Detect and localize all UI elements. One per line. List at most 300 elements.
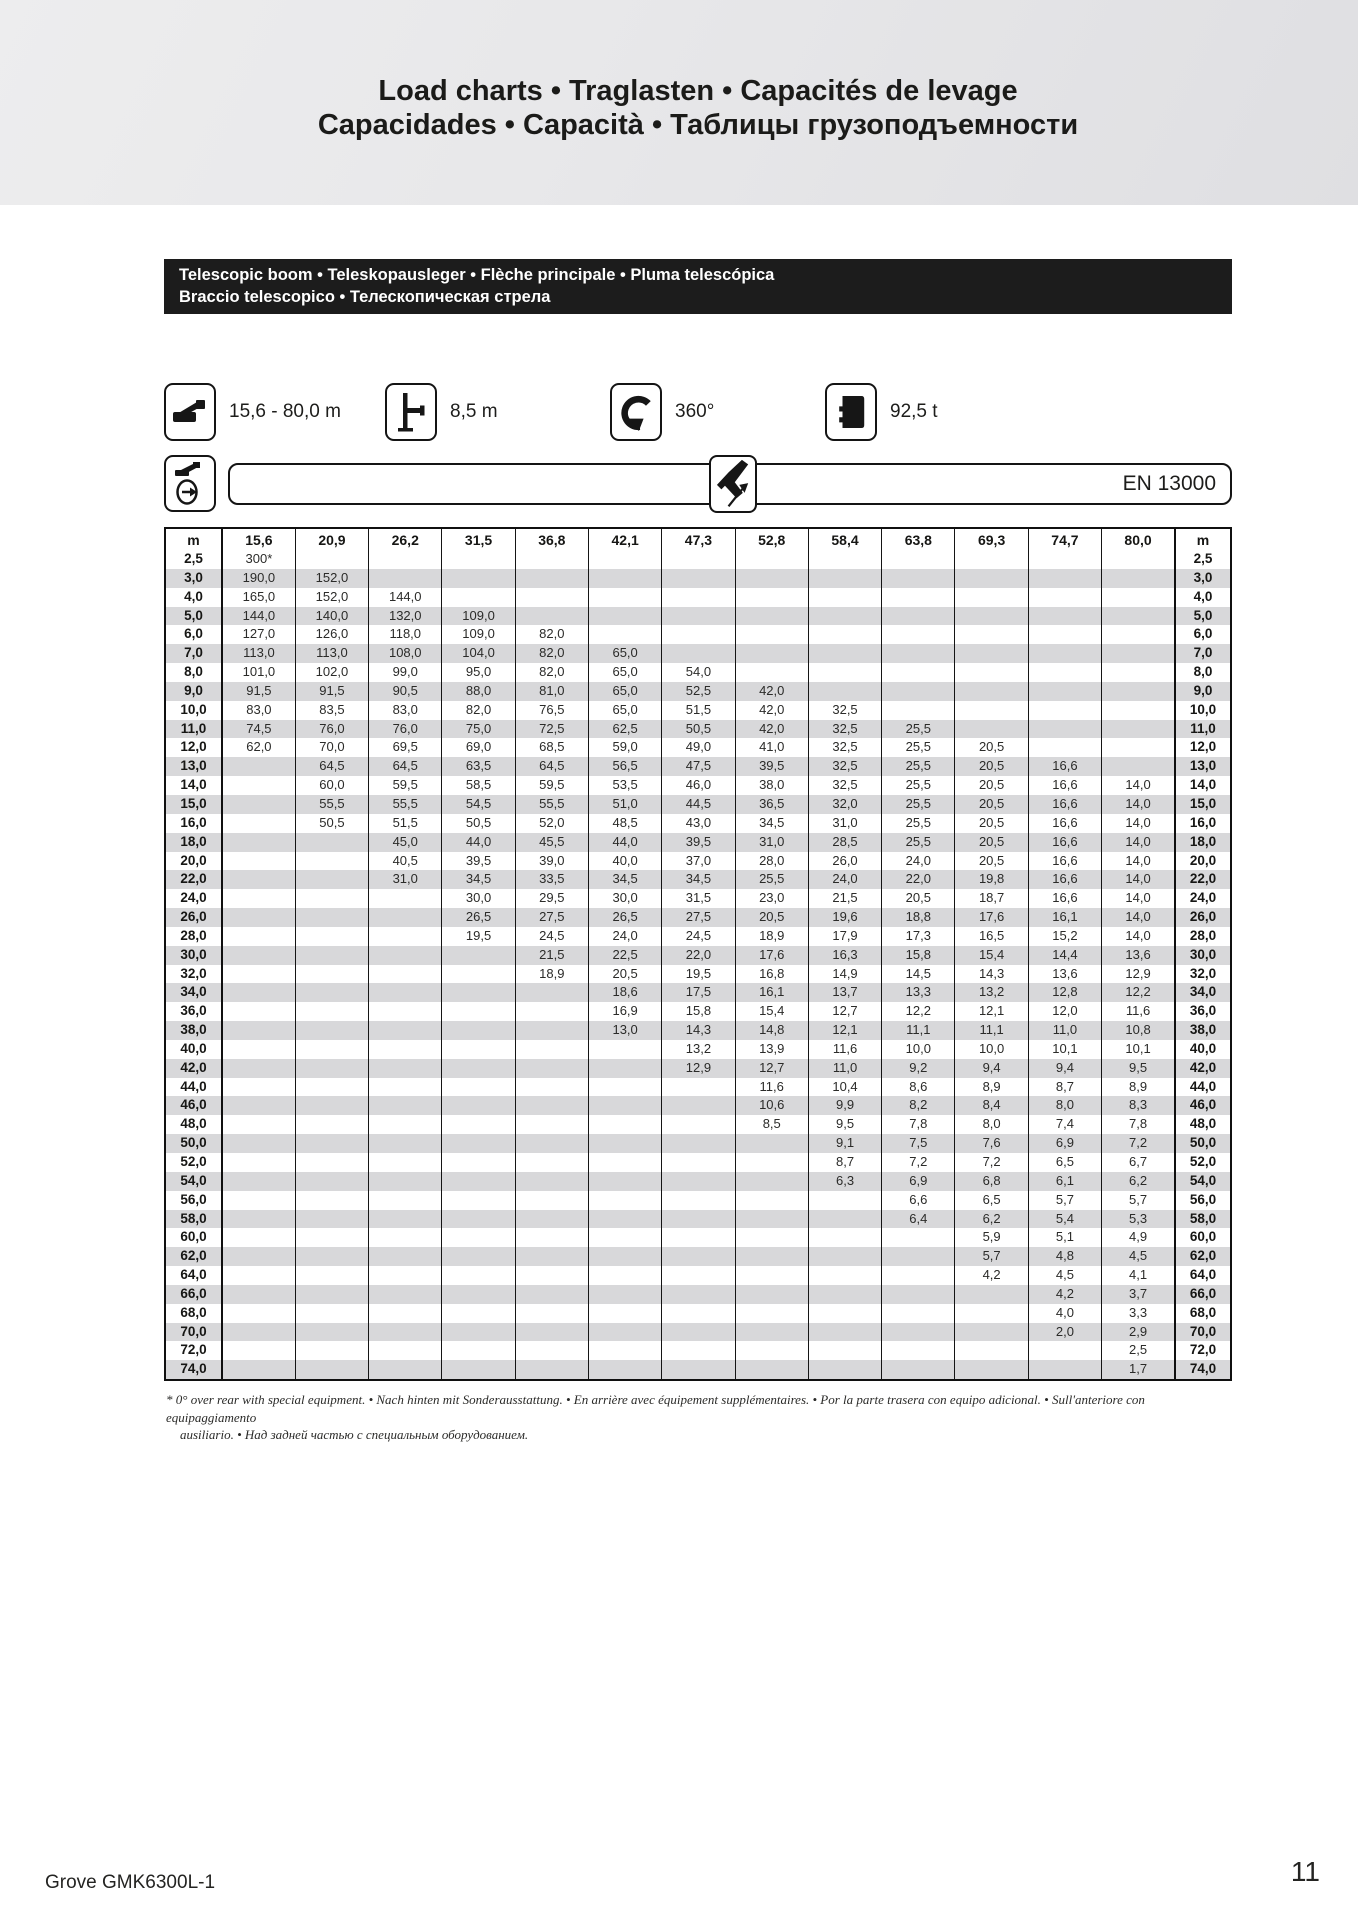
radius-cell-left: 36,0 (165, 1002, 222, 1021)
load-cell: 91,5 (222, 682, 295, 701)
footnote-line2: ausiliario. • Над задней частью с специальным оборудованием. (180, 1427, 529, 1442)
radius-cell-left: 68,0 (165, 1304, 222, 1323)
page-title (164, 74, 1232, 142)
load-cell (222, 1323, 295, 1342)
load-cell: 9,4 (1028, 1059, 1101, 1078)
load-cell (515, 1115, 588, 1134)
load-cell (1028, 569, 1101, 588)
load-cell (222, 927, 295, 946)
load-cell (1028, 701, 1101, 720)
table-row (165, 814, 1231, 833)
outrigger-span-value: 8,5 m (450, 401, 498, 422)
load-cell: 20,5 (955, 738, 1028, 757)
load-cell: 4,2 (1028, 1285, 1101, 1304)
load-cell (662, 1078, 735, 1097)
radius-cell-left: 34,0 (165, 983, 222, 1002)
radius-cell-right: 42,0 (1175, 1059, 1231, 1078)
load-cell (882, 1247, 955, 1266)
load-cell: 118,0 (369, 625, 442, 644)
load-cell: 20,5 (955, 852, 1028, 871)
table-row (165, 1266, 1231, 1285)
load-cell: 113,0 (295, 644, 368, 663)
load-cell: 15,2 (1028, 927, 1101, 946)
load-cell: 24,0 (588, 927, 661, 946)
load-cell (662, 1153, 735, 1172)
load-cell: 13,0 (588, 1021, 661, 1040)
radius-cell-right: 56,0 (1175, 1191, 1231, 1210)
load-cell (662, 569, 735, 588)
load-cell (222, 1228, 295, 1247)
load-cell: 53,5 (588, 776, 661, 795)
boom-length-header: 31,5 (442, 528, 515, 550)
load-cell: 17,3 (882, 927, 955, 946)
boom-length-header: 20,9 (295, 528, 368, 550)
load-cell (808, 663, 881, 682)
section-header-line1: Telescopic boom • Teleskopausleger • Flèche principale • Pluma telescópica (179, 266, 775, 284)
load-cell (442, 965, 515, 984)
table-row (165, 852, 1231, 871)
load-cell: 8,0 (1028, 1096, 1101, 1115)
load-cell (1102, 720, 1175, 739)
load-chart-table-body (165, 550, 1231, 1380)
load-cell: 59,5 (369, 776, 442, 795)
load-cell: 152,0 (295, 588, 368, 607)
load-cell (1028, 625, 1101, 644)
load-cell: 45,0 (369, 833, 442, 852)
table-row (165, 720, 1231, 739)
load-cell (369, 1304, 442, 1323)
load-cell: 26,5 (442, 908, 515, 927)
load-cell (588, 1304, 661, 1323)
load-cell (442, 1134, 515, 1153)
load-cell: 6,2 (1102, 1172, 1175, 1191)
load-cell: 10,0 (882, 1040, 955, 1059)
radius-cell-right: 52,0 (1175, 1153, 1231, 1172)
load-cell: 31,0 (808, 814, 881, 833)
radius-cell-right: 8,0 (1175, 663, 1231, 682)
standard-row (164, 455, 1232, 513)
load-cell: 34,5 (662, 870, 735, 889)
load-cell: 25,5 (882, 720, 955, 739)
radius-cell-right: 26,0 (1175, 908, 1231, 927)
radius-cell-right: 74,0 (1175, 1360, 1231, 1380)
load-cell (222, 965, 295, 984)
load-cell (955, 1304, 1028, 1323)
load-cell (882, 607, 955, 626)
load-cell (369, 550, 442, 569)
load-cell (295, 1266, 368, 1285)
load-cell: 13,2 (955, 983, 1028, 1002)
load-cell: 44,5 (662, 795, 735, 814)
load-cell (588, 1191, 661, 1210)
load-cell: 25,5 (882, 738, 955, 757)
load-cell (295, 927, 368, 946)
load-cell: 3,7 (1102, 1285, 1175, 1304)
radius-cell-right: 66,0 (1175, 1285, 1231, 1304)
load-cell (808, 550, 881, 569)
load-cell (515, 1266, 588, 1285)
load-cell: 72,5 (515, 720, 588, 739)
load-cell: 1,7 (1102, 1360, 1175, 1380)
load-cell: 109,0 (442, 625, 515, 644)
load-cell: 6,5 (955, 1191, 1028, 1210)
load-cell (1028, 738, 1101, 757)
load-cell: 8,9 (955, 1078, 1028, 1097)
load-cell (662, 1247, 735, 1266)
load-cell: 54,5 (442, 795, 515, 814)
load-cell (882, 588, 955, 607)
load-cell (808, 1191, 881, 1210)
load-cell (442, 1247, 515, 1266)
load-cell: 20,5 (955, 814, 1028, 833)
load-cell: 83,5 (295, 701, 368, 720)
table-row (165, 1078, 1231, 1097)
load-cell (882, 682, 955, 701)
table-row (165, 1172, 1231, 1191)
load-cell (442, 1002, 515, 1021)
load-cell: 16,6 (1028, 870, 1101, 889)
load-cell: 27,5 (515, 908, 588, 927)
radius-cell-right: 22,0 (1175, 870, 1231, 889)
outrigger-span-icon (385, 383, 437, 441)
load-cell (295, 1002, 368, 1021)
load-cell (222, 795, 295, 814)
load-cell (662, 1172, 735, 1191)
load-cell (735, 1247, 808, 1266)
load-cell: 16,6 (1028, 889, 1101, 908)
load-cell (369, 1153, 442, 1172)
radius-cell-right: 10,0 (1175, 701, 1231, 720)
load-cell: 65,0 (588, 682, 661, 701)
load-cell (1028, 607, 1101, 626)
load-cell (222, 870, 295, 889)
radius-cell-right: 13,0 (1175, 757, 1231, 776)
load-cell: 10,6 (735, 1096, 808, 1115)
load-cell (369, 965, 442, 984)
load-cell: 24,0 (808, 870, 881, 889)
load-cell: 9,2 (882, 1059, 955, 1078)
boom-length-header: 26,2 (369, 528, 442, 550)
load-cell: 17,6 (735, 946, 808, 965)
load-cell (515, 1360, 588, 1380)
load-cell: 54,0 (662, 663, 735, 682)
load-cell (442, 983, 515, 1002)
load-cell (515, 1172, 588, 1191)
load-cell (369, 1078, 442, 1097)
load-cell: 51,5 (369, 814, 442, 833)
load-cell: 28,5 (808, 833, 881, 852)
load-cell (955, 1323, 1028, 1342)
load-cell: 144,0 (369, 588, 442, 607)
load-cell (1102, 682, 1175, 701)
radius-cell-right: 48,0 (1175, 1115, 1231, 1134)
load-cell: 2,9 (1102, 1323, 1175, 1342)
load-cell (808, 1285, 881, 1304)
load-cell: 40,0 (588, 852, 661, 871)
load-cell (295, 1153, 368, 1172)
load-cell: 6,9 (1028, 1134, 1101, 1153)
load-cell: 9,5 (1102, 1059, 1175, 1078)
load-cell (222, 1360, 295, 1380)
load-cell (882, 1304, 955, 1323)
load-cell: 68,5 (515, 738, 588, 757)
load-cell (515, 1002, 588, 1021)
boom-length-header: 58,4 (808, 528, 881, 550)
load-cell (808, 1304, 881, 1323)
load-cell: 83,0 (369, 701, 442, 720)
radius-unit-header-left: m (165, 528, 222, 550)
load-cell: 49,0 (662, 738, 735, 757)
load-cell: 82,0 (515, 625, 588, 644)
load-cell: 14,3 (955, 965, 1028, 984)
load-cell: 48,5 (588, 814, 661, 833)
load-cell: 27,5 (662, 908, 735, 927)
load-cell: 34,5 (588, 870, 661, 889)
load-cell (295, 1304, 368, 1323)
load-cell: 31,0 (735, 833, 808, 852)
footer-page-number: 11 (1290, 1856, 1320, 1887)
load-cell (369, 889, 442, 908)
load-cell: 300* (222, 550, 295, 569)
load-cell (369, 927, 442, 946)
load-cell (222, 757, 295, 776)
load-cell (735, 1266, 808, 1285)
load-cell (955, 569, 1028, 588)
load-cell: 34,5 (735, 814, 808, 833)
load-cell (515, 1078, 588, 1097)
load-cell (515, 569, 588, 588)
load-cell (222, 1059, 295, 1078)
table-row (165, 625, 1231, 644)
load-cell: 16,5 (955, 927, 1028, 946)
load-cell (295, 1059, 368, 1078)
load-cell: 8,4 (955, 1096, 1028, 1115)
load-cell (222, 1153, 295, 1172)
load-cell (588, 588, 661, 607)
boom-length-icon (164, 383, 216, 441)
table-row (165, 1134, 1231, 1153)
table-row (165, 965, 1231, 984)
load-cell: 4,8 (1028, 1247, 1101, 1266)
load-cell (515, 550, 588, 569)
load-cell (808, 1323, 881, 1342)
load-cell (295, 1285, 368, 1304)
load-cell (1102, 588, 1175, 607)
load-cell (295, 1040, 368, 1059)
load-cell: 12,8 (1028, 983, 1101, 1002)
load-cell (882, 644, 955, 663)
load-cell (369, 1115, 442, 1134)
radius-cell-left: 14,0 (165, 776, 222, 795)
table-row (165, 550, 1231, 569)
load-cell: 82,0 (515, 663, 588, 682)
load-cell (515, 1228, 588, 1247)
load-cell: 60,0 (295, 776, 368, 795)
radius-cell-right: 44,0 (1175, 1078, 1231, 1097)
radius-cell-right: 32,0 (1175, 965, 1231, 984)
load-cell (369, 1040, 442, 1059)
load-cell (442, 1040, 515, 1059)
load-cell: 11,0 (808, 1059, 881, 1078)
load-cell: 32,5 (808, 738, 881, 757)
table-row (165, 569, 1231, 588)
load-cell (515, 1134, 588, 1153)
load-cell: 7,8 (882, 1115, 955, 1134)
load-cell: 9,4 (955, 1059, 1028, 1078)
load-cell: 82,0 (442, 701, 515, 720)
load-cell (662, 1115, 735, 1134)
load-cell (222, 1285, 295, 1304)
table-row (165, 1247, 1231, 1266)
radius-cell-left: 3,0 (165, 569, 222, 588)
load-cell: 14,0 (1102, 795, 1175, 814)
load-cell (882, 550, 955, 569)
load-cell: 76,0 (369, 720, 442, 739)
load-cell (808, 607, 881, 626)
load-cell (808, 625, 881, 644)
load-cell (588, 569, 661, 588)
radius-cell-right: 2,5 (1175, 550, 1231, 569)
radius-cell-left: 54,0 (165, 1172, 222, 1191)
load-cell: 14,5 (882, 965, 955, 984)
load-cell (662, 1228, 735, 1247)
load-cell: 30,0 (442, 889, 515, 908)
load-cell (515, 1323, 588, 1342)
boom-length-header: 74,7 (1028, 528, 1101, 550)
load-cell (882, 1341, 955, 1360)
load-cell (588, 1247, 661, 1266)
load-cell: 50,5 (295, 814, 368, 833)
load-cell: 7,6 (955, 1134, 1028, 1153)
load-cell (295, 833, 368, 852)
load-cell (295, 1078, 368, 1097)
load-cell: 25,5 (882, 757, 955, 776)
load-cell (1028, 1341, 1101, 1360)
load-cell: 11,1 (882, 1021, 955, 1040)
load-cell: 6,9 (882, 1172, 955, 1191)
load-cell (515, 1040, 588, 1059)
load-cell (369, 1191, 442, 1210)
rotation-icon (610, 383, 662, 441)
load-cell (955, 607, 1028, 626)
radius-cell-right: 14,0 (1175, 776, 1231, 795)
load-cell (588, 1134, 661, 1153)
load-cell: 4,0 (1028, 1304, 1101, 1323)
load-cell: 52,5 (662, 682, 735, 701)
load-cell (588, 1266, 661, 1285)
load-cell (808, 644, 881, 663)
load-cell (882, 625, 955, 644)
load-cell: 26,0 (808, 852, 881, 871)
load-cell (295, 852, 368, 871)
radius-cell-right: 9,0 (1175, 682, 1231, 701)
load-cell (662, 607, 735, 626)
load-cell: 83,0 (222, 701, 295, 720)
load-cell: 33,5 (515, 870, 588, 889)
load-cell: 14,0 (1102, 908, 1175, 927)
load-cell: 15,8 (882, 946, 955, 965)
page-title-line2: Capacidades • Capacità • Таблицы грузоподъемности (317, 109, 1079, 141)
radius-cell-left: 48,0 (165, 1115, 222, 1134)
load-cell (735, 588, 808, 607)
load-cell (662, 588, 735, 607)
load-cell (588, 1115, 661, 1134)
boom-length-value: 15,6 - 80,0 m (229, 401, 341, 422)
load-cell (1028, 550, 1101, 569)
load-cell (222, 852, 295, 871)
footer-model-name: Grove GMK6300L-1 (45, 1872, 216, 1893)
table-row (165, 588, 1231, 607)
load-cell: 19,5 (662, 965, 735, 984)
radius-cell-left: 4,0 (165, 588, 222, 607)
radius-cell-left: 30,0 (165, 946, 222, 965)
load-cell: 108,0 (369, 644, 442, 663)
radius-cell-left: 8,0 (165, 663, 222, 682)
load-cell: 25,5 (882, 795, 955, 814)
load-cell: 13,6 (1102, 946, 1175, 965)
load-cell: 22,0 (662, 946, 735, 965)
load-cell: 23,0 (735, 889, 808, 908)
load-cell: 32,0 (808, 795, 881, 814)
load-cell (442, 1304, 515, 1323)
table-row (165, 738, 1231, 757)
table-row (165, 983, 1231, 1002)
load-cell: 45,5 (515, 833, 588, 852)
load-cell (295, 1210, 368, 1229)
table-row (165, 1096, 1231, 1115)
load-cell: 152,0 (295, 569, 368, 588)
load-cell (369, 1059, 442, 1078)
load-cell: 14,9 (808, 965, 881, 984)
load-cell: 7,2 (882, 1153, 955, 1172)
load-cell (808, 588, 881, 607)
load-cell: 13,6 (1028, 965, 1101, 984)
load-cell (662, 1096, 735, 1115)
radius-cell-right: 18,0 (1175, 833, 1231, 852)
load-cell: 24,5 (662, 927, 735, 946)
load-cell: 8,3 (1102, 1096, 1175, 1115)
radius-cell-left: 58,0 (165, 1210, 222, 1229)
load-cell: 140,0 (295, 607, 368, 626)
header-row (165, 528, 1231, 550)
load-cell (515, 1059, 588, 1078)
radius-cell-right: 15,0 (1175, 795, 1231, 814)
load-cell: 65,0 (588, 644, 661, 663)
load-cell (442, 1341, 515, 1360)
spec-counterweight (825, 383, 938, 441)
load-cell: 5,4 (1028, 1210, 1101, 1229)
radius-cell-left: 40,0 (165, 1040, 222, 1059)
load-cell (295, 550, 368, 569)
load-cell (1102, 644, 1175, 663)
load-cell: 16,1 (1028, 908, 1101, 927)
radius-cell-left: 6,0 (165, 625, 222, 644)
load-cell (515, 1153, 588, 1172)
radius-cell-right: 64,0 (1175, 1266, 1231, 1285)
load-cell (588, 1040, 661, 1059)
load-cell: 18,8 (882, 908, 955, 927)
load-cell: 5,7 (1028, 1191, 1101, 1210)
load-cell (295, 946, 368, 965)
table-row (165, 1210, 1231, 1229)
radius-cell-right: 24,0 (1175, 889, 1231, 908)
load-cell: 55,5 (515, 795, 588, 814)
table-row (165, 1323, 1231, 1342)
load-cell (369, 569, 442, 588)
load-cell (295, 1021, 368, 1040)
load-cell: 3,3 (1102, 1304, 1175, 1323)
load-cell (588, 1285, 661, 1304)
